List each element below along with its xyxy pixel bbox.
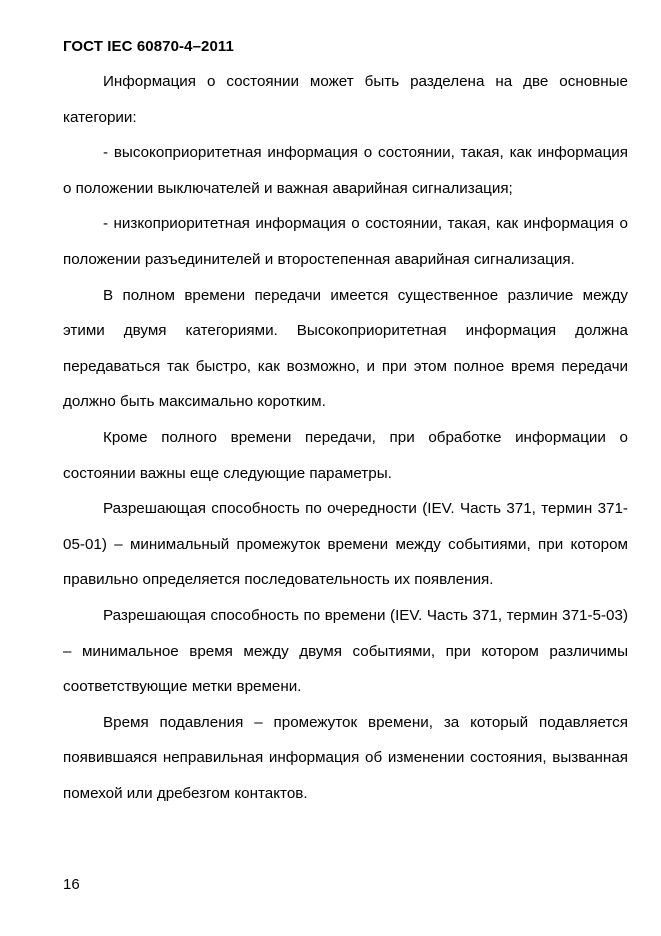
paragraph-total-transfer-time: В полном времени передачи имеется существенное различие между этими двумя категориями. Высокоприоритетная информация должна передаваться так быстро, как возможно, и при этом полное время передачи должно быть максимально коротким. — [63, 286, 628, 411]
paragraph-low-priority: - низкоприоритетная информация о состоянии, такая, как информация о положении разъединителей и второстепенная аварийная сигнализация. — [63, 215, 628, 268]
paragraph-status-categories: Информация о состоянии может быть разделена на две основные категории: — [63, 73, 628, 126]
paragraph-suppression-time: Время подавления – промежуток времени, за который подавляется появившаяся неправильная информация об изменении состояния, вызванная помехой или дребезгом контактов. — [63, 713, 628, 802]
paragraph-time-resolution: Разрешающая способность по времени (IEV. Часть 371, термин 371-5-03) – минимальное время между двумя событиями, при котором различимы соответствующие метки времени. — [63, 606, 628, 696]
paragraph-sequence-resolution: Разрешающая способность по очередности (IEV. Часть 371, термин 371-05-01) – минимальный промежуток времени между событиями, при котором правильно определяется последовательность их появления. — [63, 500, 628, 589]
document-body — [63, 64, 628, 811]
standard-header: ГОСТ IEC 60870-4–2011 — [63, 38, 234, 55]
paragraph-additional-parameters: Кроме полного времени передачи, при обработке информации о состоянии важны еще следующие параметры. — [63, 428, 628, 482]
page-number: 16 — [63, 876, 80, 893]
paragraph-high-priority: - высокоприоритетная информация о состоянии, такая, как информация о положении выключателей и важная аварийная сигнализация; — [63, 144, 628, 197]
